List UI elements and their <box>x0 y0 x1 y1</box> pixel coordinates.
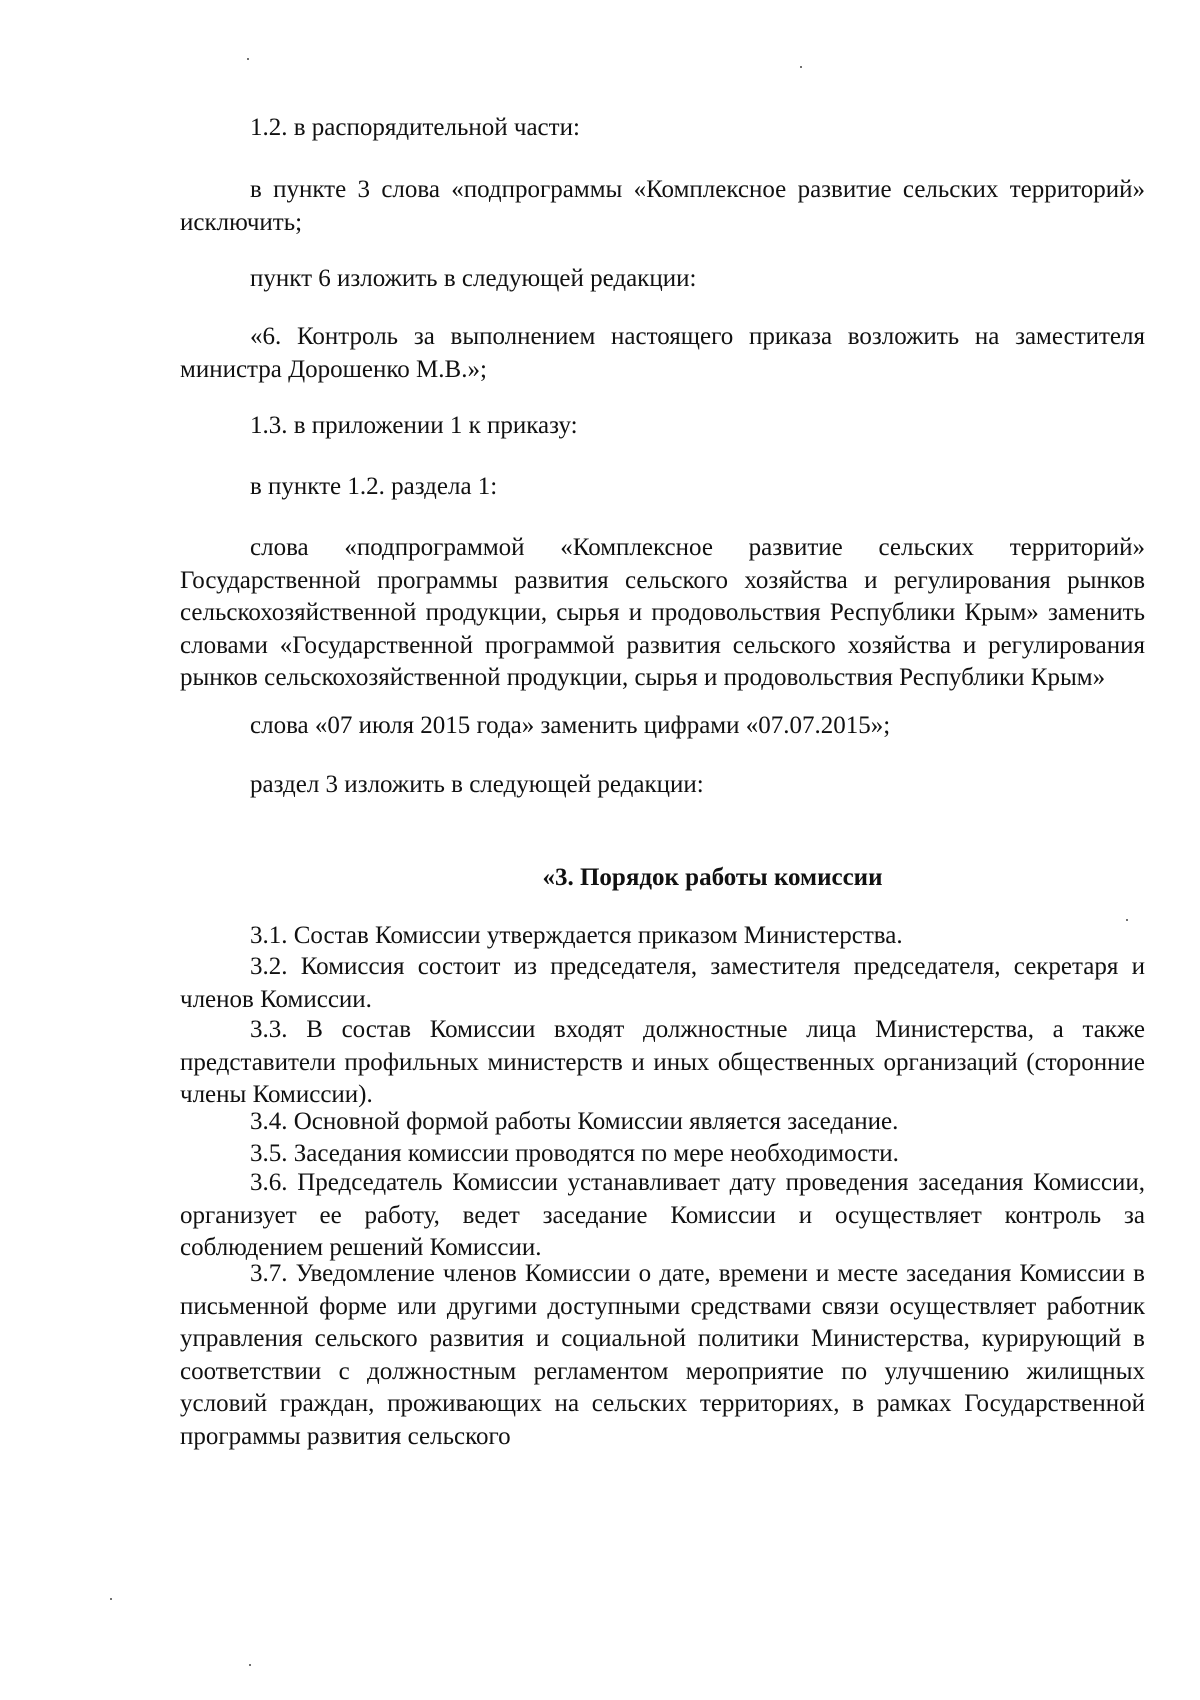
item-3-6: 3.6. Председатель Комиссии устанавливает дату проведения заседания Комиссии, организует ее работу, ведет заседание Комиссии и осуществляет контроль за соблюдением решений Комиссии. <box>180 1169 1145 1261</box>
paragraph-date-replacement: слова «07 июля 2015 года» заменить цифрами «07.07.2015»; <box>250 712 891 739</box>
item-3-3: 3.3. В состав Комиссии входят должностные лица Министерства, а также представители профильных министерств и иных общественных организаций (сторонние члены Комиссии). <box>180 1016 1145 1108</box>
scan-speck <box>800 66 802 68</box>
paragraph-1-3: 1.3. в приложении 1 к приказу: <box>250 412 578 439</box>
paragraph-item-6-text: «6. Контроль за выполнением настоящего приказа возложить на заместителя министра Дорошенко М.В.»; <box>180 323 1145 383</box>
scan-speck <box>110 1598 112 1600</box>
item-3-2: 3.2. Комиссия состоит из председателя, заместителя председателя, секретаря и членов Комиссии. <box>180 953 1145 1013</box>
paragraph-item-1-2-section-1: в пункте 1.2. раздела 1: <box>250 473 498 500</box>
paragraph-words-replacement: слова «подпрограммой «Комплексное развитие сельских территорий» Государственной программы развития сельского хозяйства и регулирования рынков сельскохозяйственной продукции, сырья и продовольствия Республики Крым» заменить словами «Государственной программой развития сельского хозяйства и регулирования рынков сельскохозяйственной продукции, сырья и продовольствия Республики Крым» <box>180 534 1145 691</box>
paragraph-item-3-words: в пункте 3 слова «подпрограммы «Комплексное развитие сельских территорий» исключить; <box>180 176 1145 236</box>
scan-speck <box>249 1664 251 1666</box>
paragraph-section-3-intro: раздел 3 изложить в следующей редакции: <box>250 771 704 798</box>
item-3-7: 3.7. Уведомление членов Комиссии о дате, времени и месте заседания Комиссии в письменной форме или другими доступными средствами связи осуществляет работник управления сельского развития и социальной политики Министерства, курирующий в соответствии с должностным регламентом мероприятие по улучшению жилищных условий граждан, проживающих на сельских территориях, в рамках Государственной программы развития сельского <box>180 1260 1145 1450</box>
paragraph-item-6-intro: пункт 6 изложить в следующей редакции: <box>250 265 697 292</box>
section-heading: «3. Порядок работы комиссии <box>542 864 883 891</box>
item-3-4: 3.4. Основной формой работы Комиссии является заседание. <box>250 1108 899 1135</box>
paragraph-1-2: 1.2. в распорядительной части: <box>250 114 580 141</box>
scan-speck <box>1126 919 1128 921</box>
item-3-5: 3.5. Заседания комиссии проводятся по мере необходимости. <box>250 1140 899 1167</box>
item-3-1: 3.1. Состав Комиссии утверждается приказом Министерства. <box>250 922 903 949</box>
scan-speck <box>247 58 249 60</box>
